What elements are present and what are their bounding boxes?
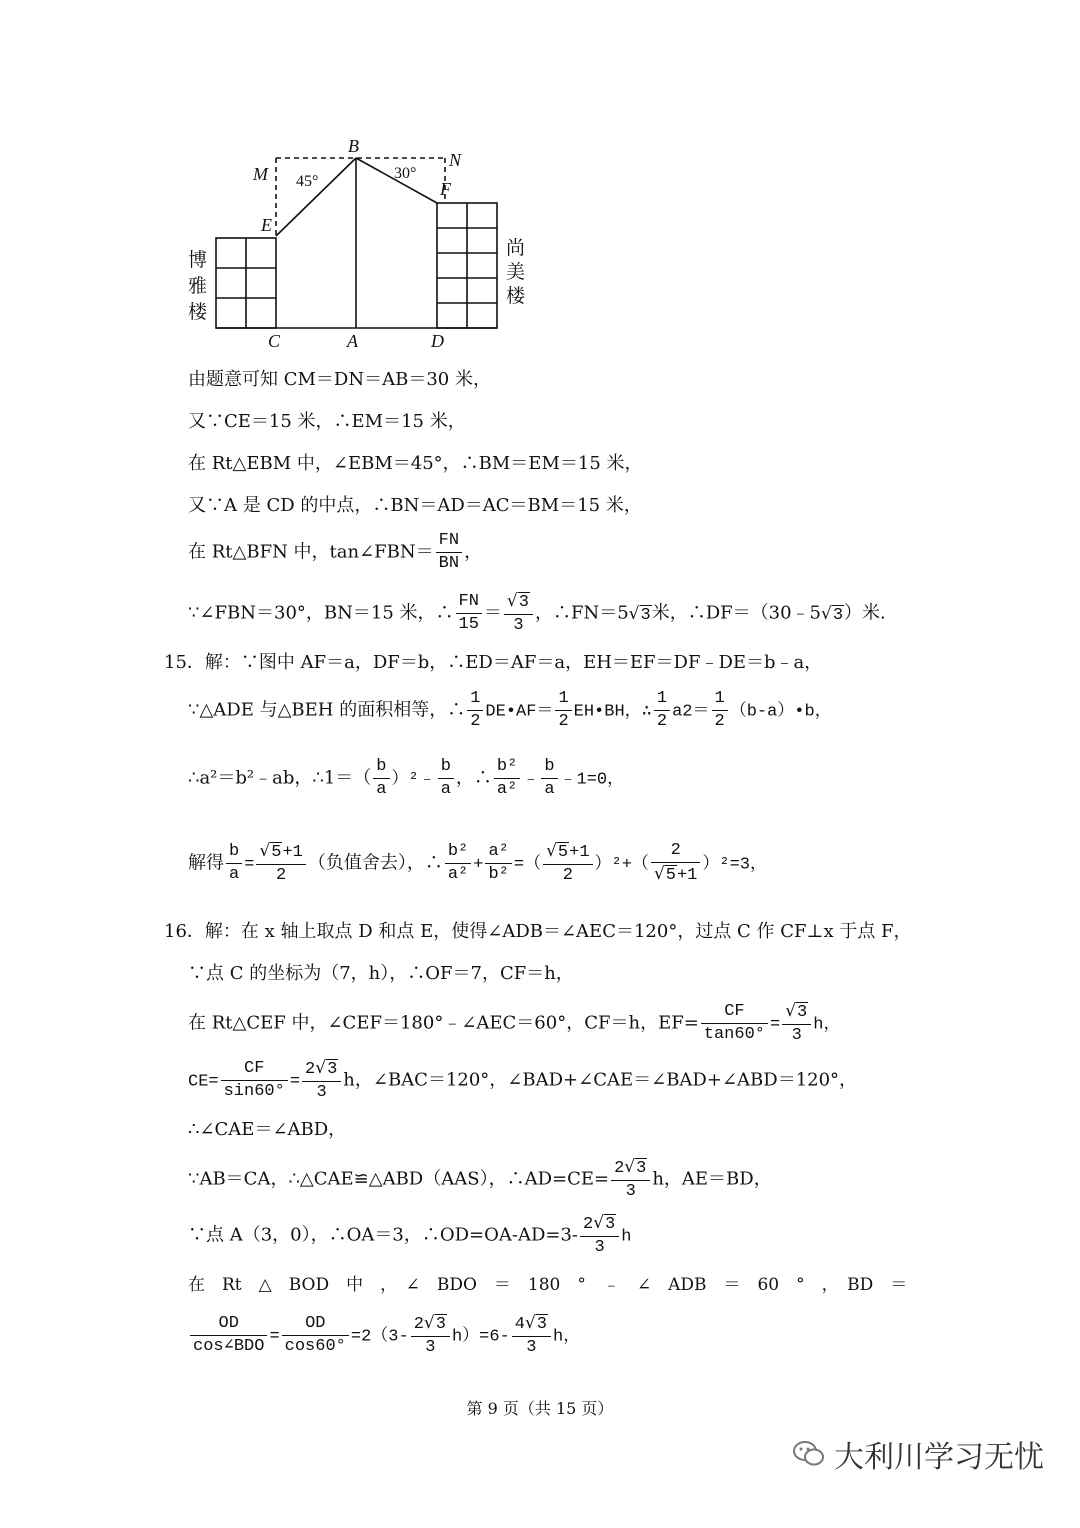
point-c-label: C	[268, 331, 281, 351]
text-line: $\frac{OD}{\text{cos∠BDO}}$ = $\frac{OD}{\cos 60^\circ}$ =2（3- $\frac{2√3}{3}$ h）=6- $\frac{4√3}{3}$ h，	[188, 1312, 580, 1359]
text-line: ∴∠CAE＝∠ABD，	[188, 1119, 347, 1140]
point-b-label: B	[348, 136, 359, 156]
angle-45-label: 45°	[296, 173, 319, 190]
point-m-label: M	[253, 164, 268, 184]
text-line: 由题意可知 CM＝DN＝AB＝30 米，	[188, 369, 491, 390]
watermark-text: 大利川学习无忧	[834, 1440, 1044, 1475]
text-line: 解得 $\frac{b}{a}$ = $\frac{√5+1}{2}$ （负值舍去），∴ $\frac{\text{b²}}{\text{a²}}$ + $\frac{\text{a²}}{\text{b²}}$ =（ $\frac{√5+1}{2}$ ）²+（ $\frac{2}{√5+1}$ ）²=3，	[188, 841, 767, 885]
text-line: 在 Rt △ BOD 中 ， ∠ BDO ＝ 180 ° ﹣ ∠ ADB ＝ 60 ° ， BD ＝	[188, 1275, 908, 1295]
building-left-char-3: 楼	[188, 302, 208, 323]
geometry-diagram	[0, 0, 560, 360]
fraction: $\frac{FN}{15}$	[456, 591, 482, 636]
building-right-char-1: 尚	[506, 238, 526, 259]
fraction: $\frac{√3}{3}$	[504, 590, 533, 637]
text-line: CE= $\frac{CF}{\sin 60^\circ}$ = $\frac{2√3}{3}$ h，∠BAC＝120°，∠BAD+∠CAE＝∠BAD+∠ABD＝120°，	[188, 1058, 858, 1102]
point-d-label: D	[431, 331, 444, 351]
point-n-label: N	[449, 150, 462, 170]
text-line: ∵AB＝CA，∴△CAE≌△ABD（AAS），∴AD=CE= $\frac{2√3}{3}$ h，AE＝BD，	[188, 1157, 772, 1201]
text-line: 又∵CE＝15 米，∴EM＝15 米，	[188, 411, 466, 432]
building-left-char-1: 博	[188, 250, 208, 271]
point-a-label: A	[347, 331, 358, 351]
fraction: $\frac{FN}{BN}$	[436, 530, 462, 575]
text-line: ∵点 A（3，0），∴OA＝3，∴OD=OA-AD=3- $\frac{2√3}{3}$ h	[188, 1213, 632, 1257]
text-line: 又∵A 是 CD 的中点，∴BN＝AD＝AC＝BM＝15 米，	[188, 495, 642, 516]
building-left-char-2: 雅	[188, 276, 208, 297]
text-line: 在 Rt△EBM 中，∠EBM＝45°，∴BM＝EM＝15 米，	[188, 453, 643, 474]
page-footer: 第 9 页（共 15 页）	[466, 1399, 614, 1418]
text-line: 16．解：在 x 轴上取点 D 和点 E，使得∠ADB＝∠AEC＝120°，过点 C 作 CF⊥x 于点 F，	[164, 921, 912, 942]
text-line: ∵∠FBN＝30°，BN＝15 米，∴ $\frac{FN}{15}$ ＝ $\frac{√3}{3}$ ，∴FN＝5√3米，∴DF＝（30﹣5√3）米.	[188, 591, 886, 635]
text-line: 在 Rt△BFN 中，tan∠FBN＝ $\frac{FN}{BN}$ ，	[188, 531, 483, 573]
point-f-label: F	[440, 179, 451, 199]
watermark	[792, 1432, 1044, 1476]
text-line: 在 Rt△CEF 中，∠CEF＝180°﹣∠AEC＝60°，CF＝h，EF= $\frac{CF}{\tan 60^\circ}$ = $\frac{√3}{3}$ h，	[188, 1001, 841, 1045]
building-right-char-2: 美	[506, 262, 526, 283]
wechat-icon	[792, 1439, 826, 1469]
point-e-label: E	[261, 215, 272, 235]
building-right-char-3: 楼	[506, 286, 526, 307]
text-line: ∴a²＝b²﹣ab，∴1＝（ $\frac{b}{a}$ ）²﹣ $\frac{b}{a}$ ，∴ $\frac{\text{b²}}{\text{a²}}$ ﹣ $\frac{b}{a}$ ﹣1=0，	[188, 757, 625, 799]
text-line: ∵点 C 的坐标为（7，h），∴OF＝7，CF＝h，	[188, 963, 574, 984]
text-line: ∵△ADE 与△BEH 的面积相等，∴ $\frac{1}{2}$ DE•AF＝ $\frac{1}{2}$ EH•BH，∴ $\frac{1}{2}$ a2＝ $\frac{1}{2}$ （b-a）•b，	[188, 689, 832, 731]
angle-30-label: 30°	[394, 165, 417, 182]
text-line: 15．解：∵图中 AF＝a，DF＝b，∴ED＝AF＝a，EH＝EF＝DF﹣DE＝b﹣a，	[164, 652, 823, 673]
